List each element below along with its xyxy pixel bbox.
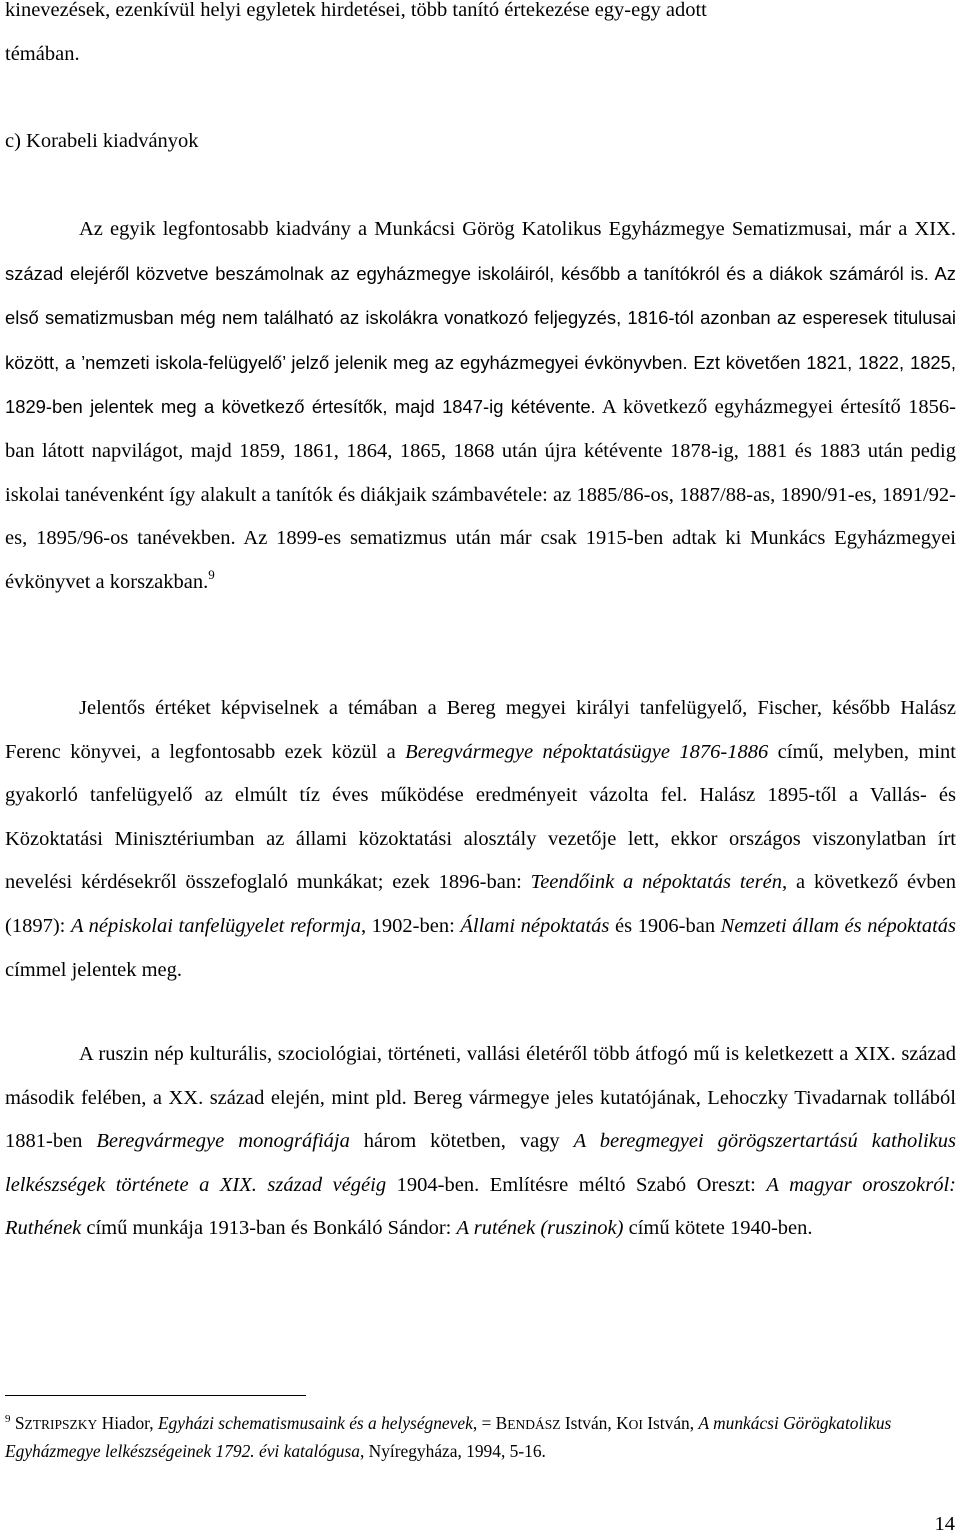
continued-line-1: kinevezések, ezenkívül helyi egyletek hirdetései, több tanító értekezése egy-egy adott	[5, 0, 707, 21]
title-magyar-oroszokrol: A magyar oroszokról: Ruthének	[5, 1173, 957, 1240]
footnote-author2-initial: B	[495, 1413, 508, 1433]
para2-text-6: címmel jelentek meg.	[5, 958, 183, 981]
footnote-reference: 9	[208, 566, 215, 582]
footnote-author3-smallcaps: OI	[628, 1417, 643, 1432]
footnote-author3-initial: K	[616, 1413, 629, 1433]
para2-text-2: című, melyben, mint gyakorló tanfelügyelő az elmúlt tíz éves működése eredményeit vázolta fel. Halász 1895-től a Vallás- és Közoktatási Minisztériumban az állami közoktatási alosztály vezetője lett, ekkor országos viszonylatban írt nevelési kérdésekről összefoglaló munkákat; ezek 1896-ban:	[5, 740, 956, 894]
title-beregvarmegye-monografiaja: Beregvármegye monográfiája	[96, 1130, 350, 1153]
para3-text-3: 1904-ben. Említésre méltó Szabó Oreszt:	[386, 1173, 767, 1196]
footnote-separator: , =	[472, 1413, 496, 1433]
footnote-title-1: Egyházi schematismusaink és a helységnevek	[157, 1413, 473, 1433]
title-rutenek: A rutének (ruszinok)	[456, 1217, 624, 1240]
footnote-author3-given: István,	[642, 1413, 699, 1433]
page-number: 14	[934, 1513, 955, 1535]
para2-text-5: és 1906-ban	[609, 914, 721, 937]
para3-text-5: című kötete 1940-ben.	[623, 1217, 813, 1240]
para2-text-1: Jelentős értéket képviselnek a témában a Bereg megyei királyi tanfelügyelő, Fischer, később Halász Ferenc könyvei, a legfontosabb ezek közül a	[5, 697, 956, 763]
para3-text-2: három kötetben, vagy	[349, 1130, 574, 1153]
footnote-title-2: A munkácsi Görögkatolikus Egyházmegye lelkészségeinek 1792. évi katalógusa	[5, 1413, 892, 1461]
paragraph-sematizmus	[5, 207, 956, 604]
footnote-author2-smallcaps: ENDÁSZ	[507, 1417, 561, 1432]
para1-part2: század elejéről közvetve beszámolnak az egyházmegye iskoláiról, később a tanítókról és a diákok számáról is. Az első sematizmusban még nem található az iskolákra vonatkozó feljegyzés, 1816-tól azonban az esperesek titulusai között, a ’nemzeti iskola-felügyelő’ jelző jelenik meg az egyházmegyei évkönyvben. Ezt követően 1821, 1822, 1825, 1829-ben jelentek meg a következő értesítők, majd 1847-ig kétévente.	[5, 262, 956, 418]
title-beregvarmegye-nepoktatasugye: Beregvármegye népoktatásügye 1876-1886	[405, 740, 769, 763]
title-teendoink: Teendőink a népoktatás terén	[530, 871, 782, 894]
para2-text-3: , a következő évben (1897):	[5, 871, 956, 937]
footnote-author1-given: Hiador,	[97, 1413, 158, 1433]
para1-part3: A következő egyházmegyei értesítő 1856-ban látott napvilágot, majd 1859, 1861, 1864, 1865, 1868 után újra kétévente 1878-ig, 1881 és 1883 után pedig iskolai tanévenként így alakult a tanítók és diákjaik számbavétele: az 1885/86-os, 1887/88-as, 1890/91-es, 1891/92-es, 1895/96-os tanévekben. Az 1899-es sematizmus után már csak 1915-ben adtak ki Munkács Egyházmegyei évkönyvet a korszakban.	[5, 396, 956, 593]
continued-line-2: témában.	[5, 42, 80, 65]
title-allami-nepoktatas: Állami népoktatás	[460, 914, 610, 937]
title-nepiskolai-tanfelugyelet: A népiskolai tanfelügyelet reformja	[70, 914, 361, 937]
footnote-author1-smallcaps: ZTRIPSZKY	[24, 1417, 98, 1432]
footnote	[5, 1410, 956, 1465]
paragraph-ruszin	[5, 1033, 956, 1251]
title-nemzeti-allam: Nemzeti állam és népoktatás	[720, 914, 957, 937]
footnote-author1-initial: S	[14, 1413, 25, 1433]
footnote-author2-given: István,	[560, 1413, 617, 1433]
footnote-publication: , Nyíregyháza, 1994, 5-16.	[359, 1441, 546, 1461]
title-beregmegyei-lelkeszsegek: A beregmegyei görögszertartású katholikus lelkészségek története a XIX. század végéig	[5, 1130, 956, 1196]
para3-text-1: A ruszin nép kulturális, szociológiai, történeti, vallási életéről több átfogó mű is keletkezett a XIX. század második felében, a XX. század elején, mint pld. Bereg vármegye jeles kutatójának, Lehoczky Tivadarnak tollából 1881-ben	[5, 1043, 956, 1153]
para3-text-4: című munkája 1913-ban és Bonkáló Sándor:	[81, 1217, 457, 1240]
footnote-number: 9	[5, 1413, 11, 1425]
section-heading: c) Korabeli kiadványok	[5, 130, 199, 152]
para2-text-4: , 1902-ben:	[360, 914, 461, 937]
paragraph-continued	[5, 0, 956, 76]
para1-part1: Az egyik legfontosabb kiadvány a Munkácsi Görög Katolikus Egyházmegye Sematizmusai, már a XIX.	[79, 218, 956, 240]
footnote-divider	[5, 1395, 306, 1396]
paragraph-halasz	[5, 687, 956, 992]
